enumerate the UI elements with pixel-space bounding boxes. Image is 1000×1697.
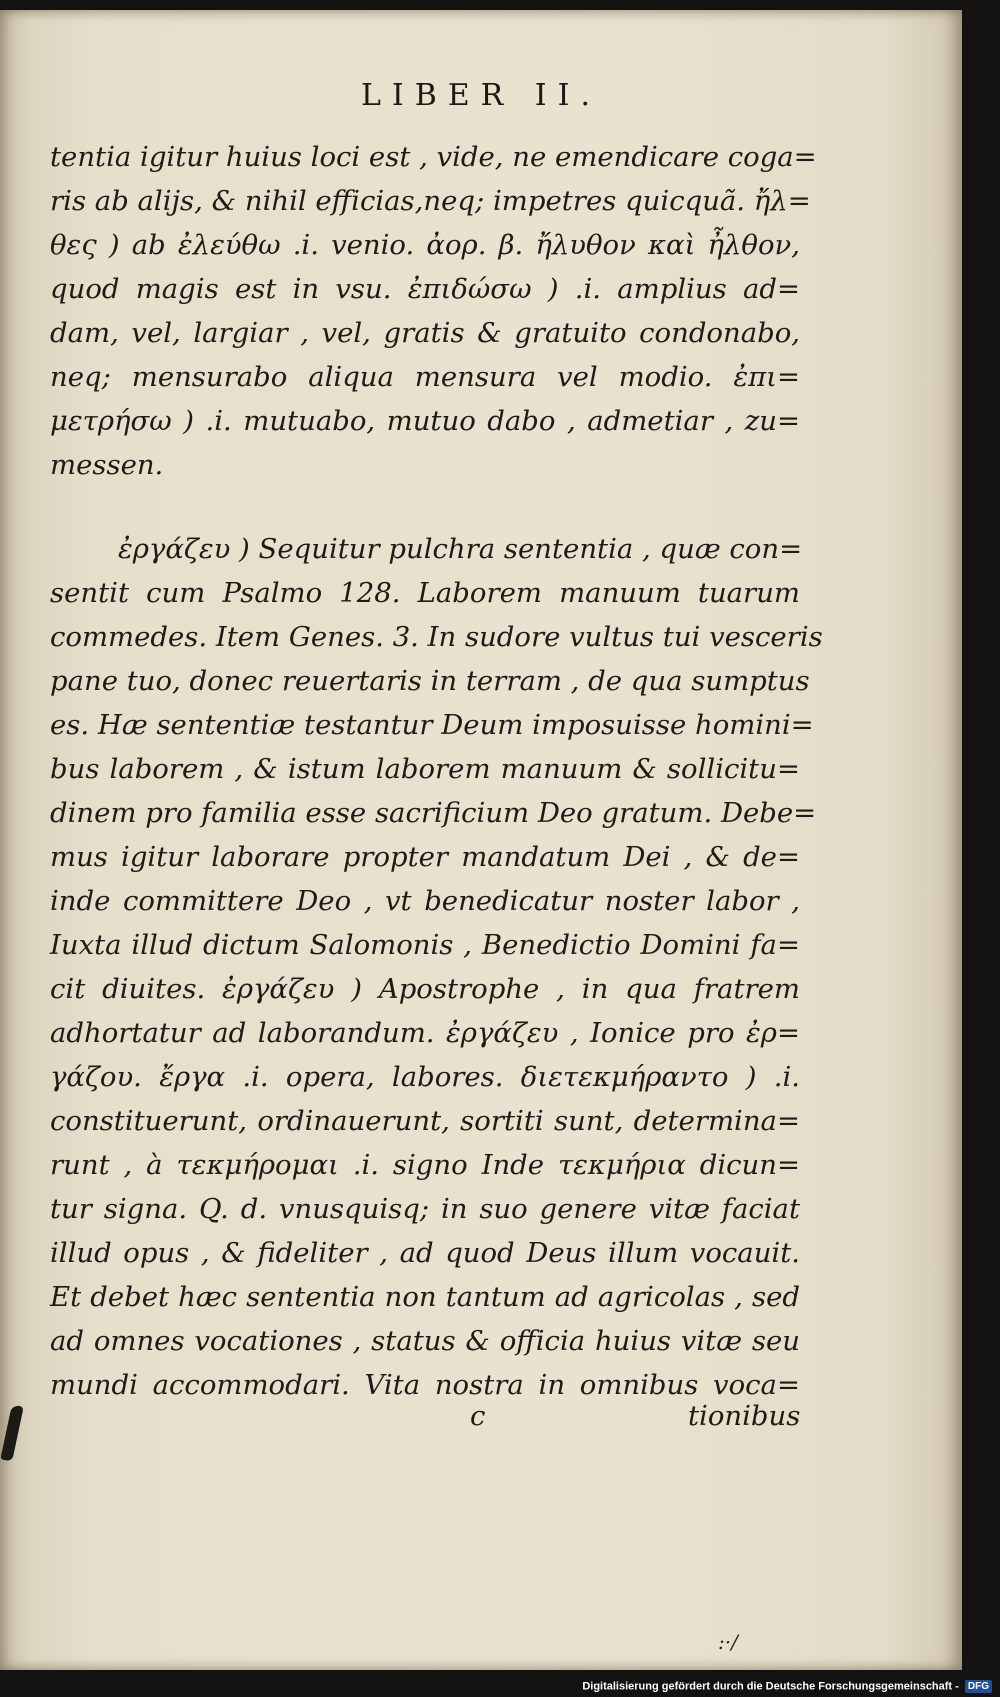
- text-line: bus laborem , & istum laborem manuum & sollicitu=: [50, 753, 800, 785]
- dfg-logo: DFG: [965, 1680, 992, 1693]
- text-line: sentit cum Psalmo 128. Laborem manuum tuarum: [50, 577, 800, 609]
- credit-text: Digitalisierung gefördert durch die Deutsche Forschungsgemeinschaft -: [582, 1680, 959, 1693]
- text-line: runt , à τεκμήρομαι .i. signo Inde τεκμήρια dicun=: [50, 1149, 800, 1181]
- main-text: [50, 135, 823, 1407]
- text-line: Iuxta illud dictum Salomonis , Benedictio Domini fa=: [50, 929, 800, 961]
- book-page: [0, 10, 962, 1670]
- text-line: commedes. Item Genes. 3. In sudore vultus tui vesceris: [50, 621, 823, 653]
- text-line: quod magis est in vsu. ἐπιδώσω ) .i. amplius ad=: [50, 273, 800, 305]
- bottom-mark: :·/: [718, 1630, 738, 1654]
- text-line: inde committere Deo , vt benedicatur noster labor ,: [50, 885, 800, 917]
- catchword: tionibus: [688, 1400, 801, 1432]
- text-line: adhortatur ad laborandum. ἐργάζευ , Ionice pro ἐρ=: [50, 1017, 800, 1049]
- text-line: mundi accommodari. Vita nostra in omnibus voca=: [50, 1369, 800, 1401]
- text-line: constituerunt, ordinauerunt, sortiti sunt, determina=: [50, 1105, 800, 1137]
- text-line: Et debet hæc sententia non tantum ad agricolas , sed: [50, 1281, 800, 1313]
- text-line: cit diuites. ἐργάζευ ) Apostrophe , in qua fratrem: [50, 973, 800, 1005]
- text-line: γάζου. ἔργα .i. opera, labores. διετεκμήραντο ) .i.: [50, 1061, 800, 1093]
- running-head: LIBER II.: [360, 78, 602, 113]
- text-line: illud opus , & fideliter , ad quod Deus illum vocauit.: [50, 1237, 800, 1269]
- text-line: ἐργάζευ ) Sequitur pulchra sententia , quæ con=: [118, 533, 803, 565]
- page-footer: [0, 1400, 962, 1440]
- text-line: dam, vel, largiar , vel, gratis & gratuito condonabo,: [50, 317, 800, 349]
- text-line: μετρήσω ) .i. mutuabo, mutuo dabo , admetiar , zu=: [50, 405, 800, 437]
- text-line: neq; mensurabo aliqua mensura vel modio. ἐπι=: [50, 361, 800, 393]
- text-line: tur signa. Q. d. vnusquisq; in suo genere vitæ faciat: [50, 1193, 800, 1225]
- text-line: θες ) ab ἐλεύθω .i. venio. ἀορ. β. ἤλυθον καὶ ἦλθον,: [50, 229, 800, 261]
- paragraph-gap: [50, 487, 800, 527]
- text-line: mus igitur laborare propter mandatum Dei , & de=: [50, 841, 800, 873]
- text-line: pane tuo, donec reuertaris in terram , de qua sumptus: [50, 665, 810, 697]
- text-line: messen.: [50, 449, 164, 481]
- digitization-credit: [582, 1680, 992, 1693]
- text-line: es. Hæ sententiæ testantur Deum imposuisse homini=: [50, 709, 814, 741]
- text-line: dinem pro familia esse sacrificium Deo gratum. Debe=: [50, 797, 817, 829]
- text-line: ris ab alijs, & nihil efficias,neq; impetres quicquã. ἤλ=: [50, 185, 811, 217]
- signature-mark: c: [470, 1400, 486, 1432]
- text-line: tentia igitur huius loci est , vide, ne emendicare coga=: [50, 141, 817, 173]
- text-line: ad omnes vocationes , status & officia huius vitæ seu: [50, 1325, 800, 1357]
